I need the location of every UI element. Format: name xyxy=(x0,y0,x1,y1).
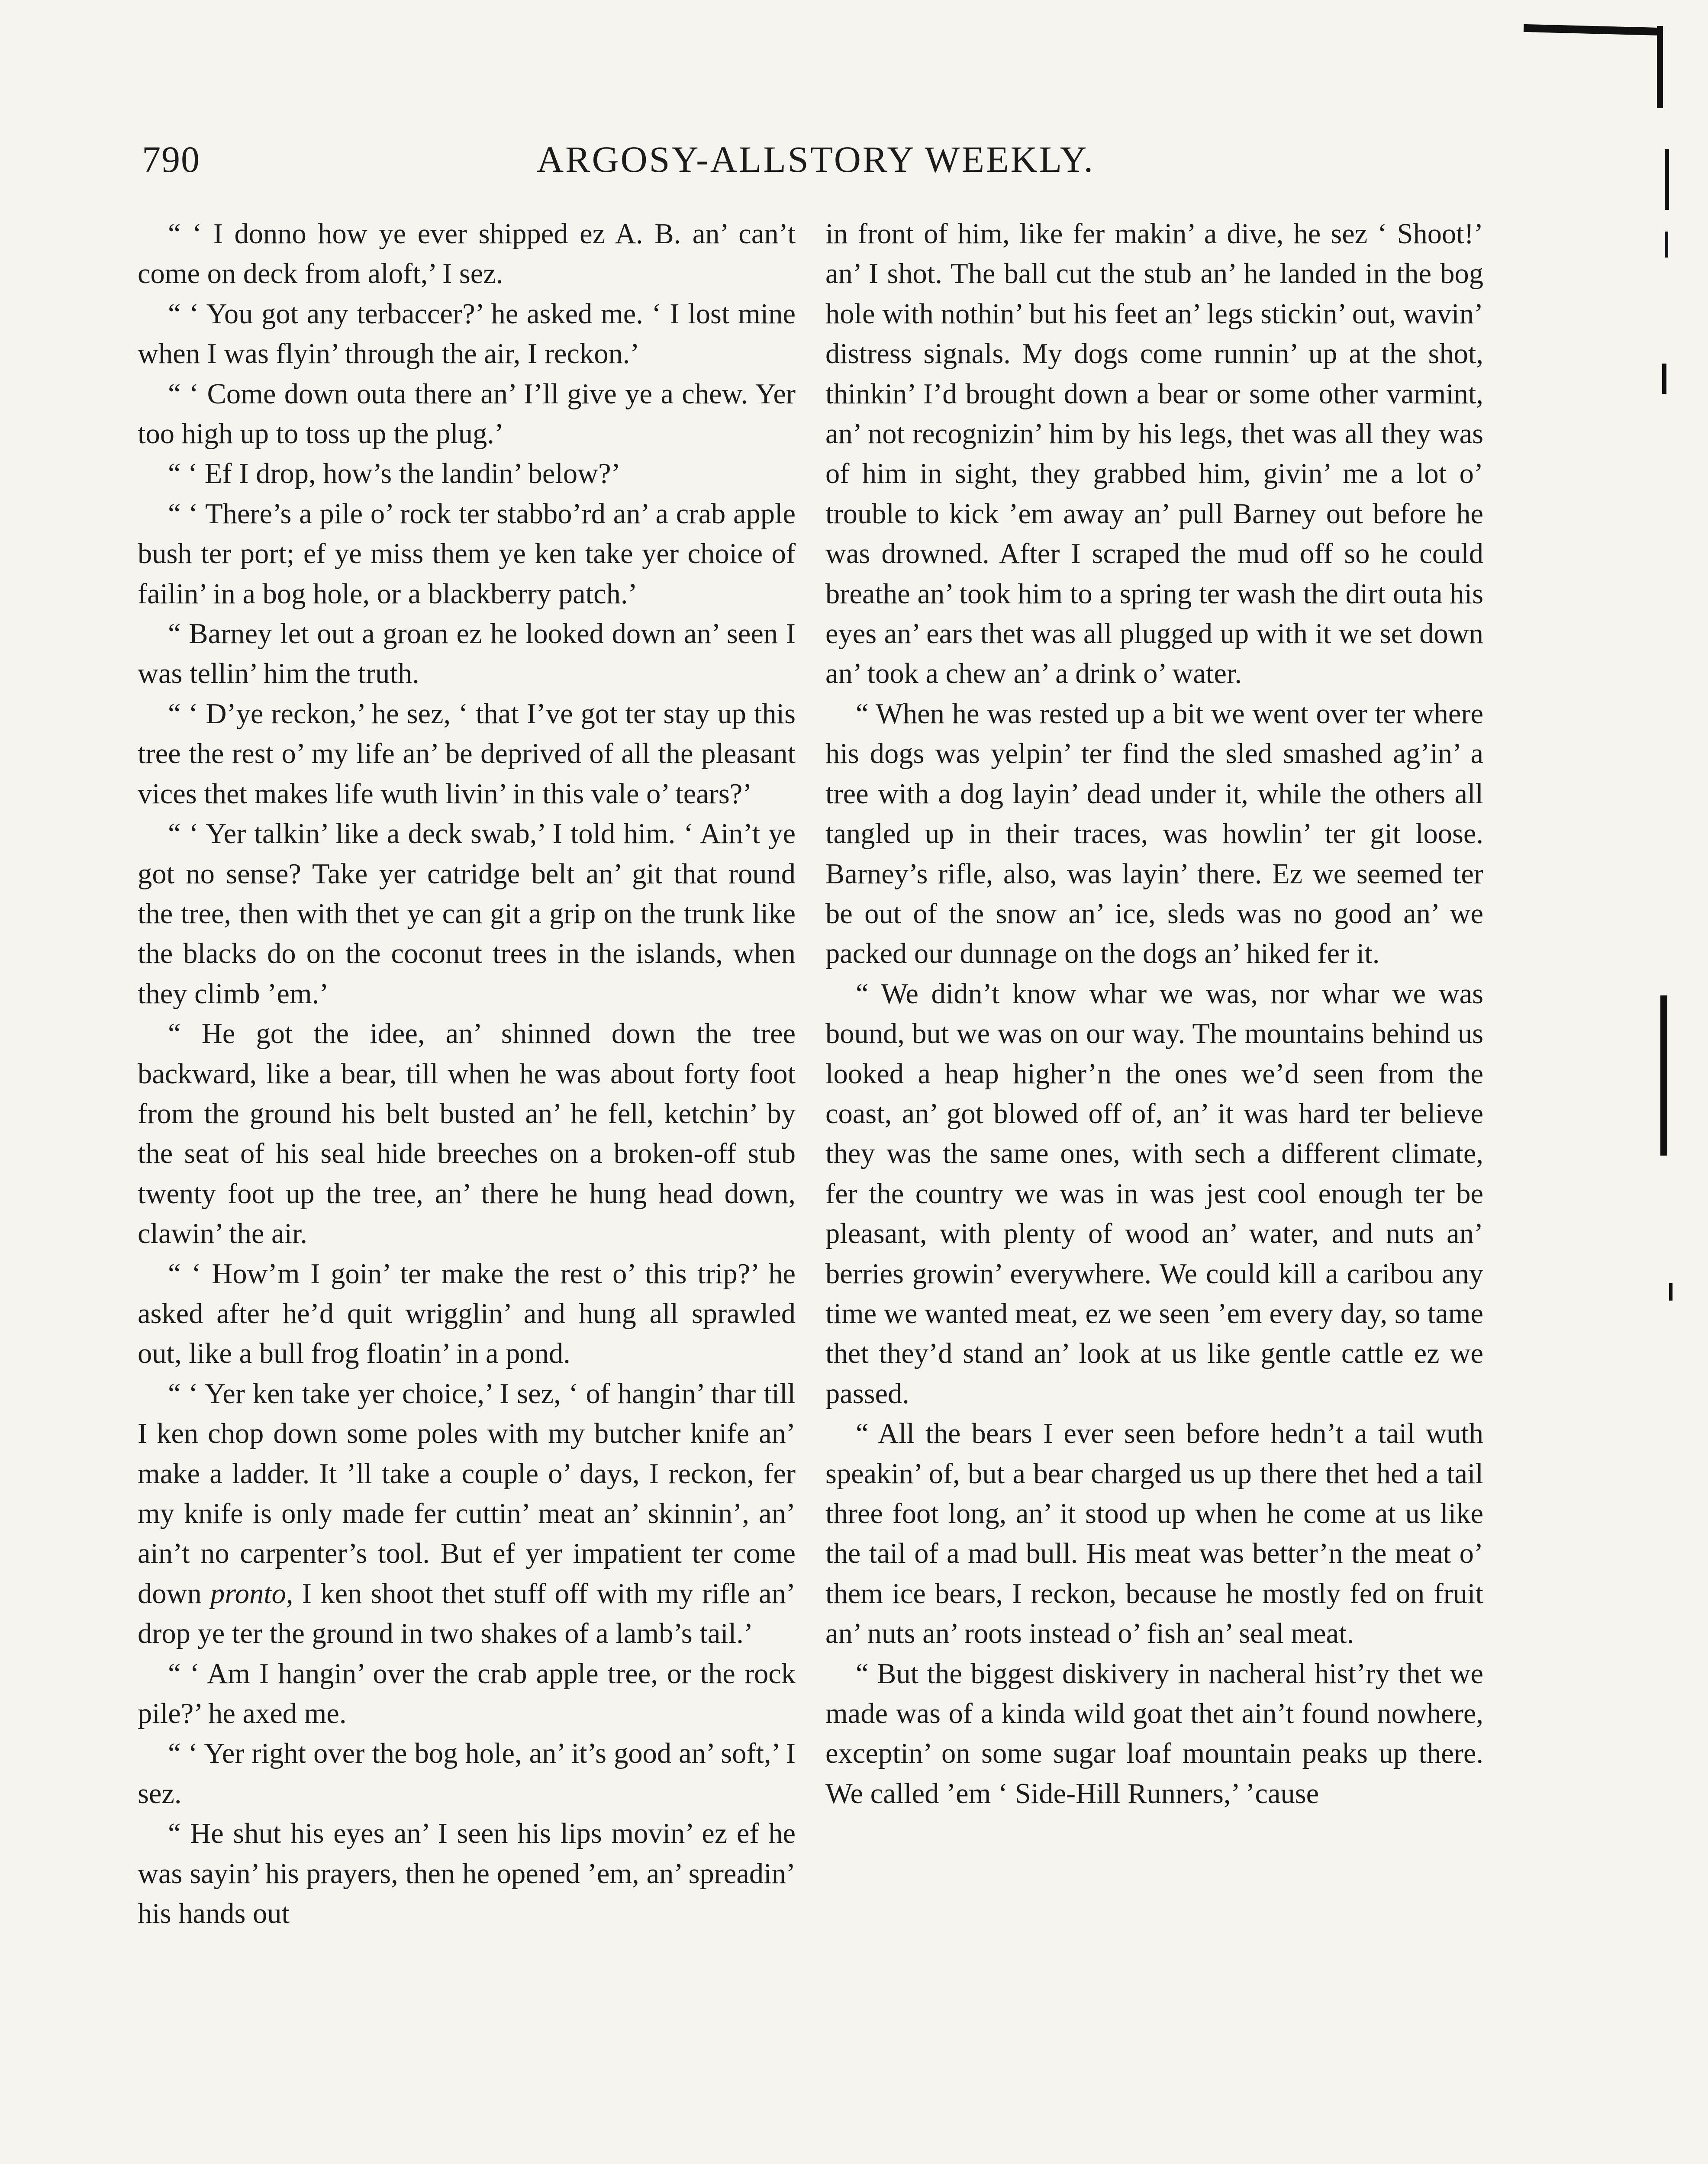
scan-mark xyxy=(1665,149,1669,210)
paragraph: “ But the biggest diskivery in nacheral hist’ry thet we made was of a kinda wild goat thet ain’t found nowhere, exceptin’ on some sugar loaf mountain peaks up there. We called ’em ‘ Side-Hill Runners,’ ’cause xyxy=(825,1658,1483,1810)
paragraph: “ He got the idee, an’ shinned down the tree backward, like a bear, till when he was about forty foot from the ground his belt busted an’ he fell, ketchin’ by the seat of his seal hide breeches on a broken-off stub twenty foot up the tree, an’ there he hung head down, clawin’ the air. xyxy=(138,1018,796,1250)
page-number: 790 xyxy=(142,138,200,180)
paragraph: “ ‘ You got any terbaccer?’ he asked me. ‘ I lost mine when I was flyin’ through the air, I reckon.’ xyxy=(138,298,796,370)
paragraph: “ ‘ How’m I goin’ ter make the rest o’ this trip?’ he asked after he’d quit wrigglin’ and hung all sprawled out, like a bull frog floatin’ in a pond. xyxy=(138,1258,796,1370)
paragraph: “ We didn’t know whar we was, nor whar we was bound, but we was on our way. The mountains behind us looked a heap higher’n the ones we’d seen from the coast, an’ got blowed off of, an’ it was hard ter believe they was the same ones, with sech a different climate, fer the country we was in was jest cool enough ter be pleasant, with plenty of wood an’ water, and nuts an’ berries growin’ everywhere. We could kill a caribou any time we wanted meat, ez we seen ’em every day, so tame thet they’d stand an’ look at us like gentle cattle ez we passed. xyxy=(825,978,1483,1410)
scan-mark xyxy=(1657,26,1663,108)
paragraph: “ When he was rested up a bit we went over ter where his dogs was yelpin’ ter find the sled smashed ag’in’ a tree with a dog layin’ dead under it, while the others all tangled up in their traces, was howlin’ ter git loose. Barney’s rifle, also, was layin’ there. Ez we seemed ter be out of the snow an’ ice, sleds was no good an’ we packed our dunnage on the dogs an’ hiked fer it. xyxy=(825,698,1483,970)
paragraph: “ All the bears I ever seen before hedn’t a tail wuth speakin’ of, but a bear charged us up there thet hed a tail three foot long, an’ it stood up when he come at us like the tail of a mad bull. His meat was better’n the meat o’ them ice bears, I reckon, because he mostly fed on fruit an’ nuts an’ roots instead o’ fish an’ seal meat. xyxy=(825,1418,1483,1650)
page-header xyxy=(0,0,1708,208)
paragraph: in front of him, like fer makin’ a dive, he sez ‘ Shoot!’ an’ I shot. The ball cut the stub an’ he landed in the bog hole with nothin’ but his feet an’ legs stickin’ out, wavin’ distress signals. My dogs come runnin’ up at the shot, thinkin’ I’d brought down a bear or some other varmint, an’ not recognizin’ him by his legs, thet was all they was of him in sight, they grabbed him, givin’ me a lot o’ trouble to kick ’em away an’ pull Barney out before he was drowned. After I scraped the mud off so he could breathe an’ took him to a spring ter wash the dirt outa his eyes an’ ears thet was all plugged up with it we set down an’ took a chew an’ a drink o’ water. xyxy=(825,218,1483,690)
column-right xyxy=(825,214,1483,2164)
paragraph: “ ‘ Yer ken take yer choice,’ I sez, ‘ of hangin’ thar till I ken chop down some poles with my butcher knife an’ make a ladder. It ’ll take a couple o’ days, I reckon, fer my knife is only made fer cuttin’ meat an’ skinnin’, an’ ain’t no carpenter’s tool. But ef yer impatient ter come down pronto, I ken shoot thet stuff off with my rifle an’ drop ye ter the ground in two shakes of a lamb’s tail.’ xyxy=(138,1378,796,1650)
paragraph: “ Barney let out a groan ez he looked down an’ seen I was tellin’ him the truth. xyxy=(138,618,796,690)
scan-mark xyxy=(1665,232,1668,258)
paragraph: “ ‘ Am I hangin’ over the crab apple tree, or the rock pile?’ he axed me. xyxy=(138,1658,796,1730)
scan-mark xyxy=(1669,1283,1673,1301)
paragraph: “ ‘ Yer talkin’ like a deck swab,’ I told him. ‘ Ain’t ye got no sense? Take yer catridge belt an’ git that round the tree, then with thet ye can git a grip on the trunk like the blacks do on the coconut trees in the islands, when they climb ’em.’ xyxy=(138,818,796,1010)
paragraph: “ ‘ There’s a pile o’ rock ter stabbo’rd an’ a crab apple bush ter port; ef ye miss them ye ken take yer choice of failin’ in a bog hole, or a blackberry patch.’ xyxy=(138,498,796,610)
paragraph: “ ‘ I donno how ye ever shipped ez A. B. an’ can’t come on deck from aloft,’ I sez. xyxy=(138,218,796,290)
running-title: ARGOSY-ALLSTORY WEEKLY. xyxy=(537,138,1095,180)
paragraph: “ ‘ D’ye reckon,’ he sez, ‘ that I’ve got ter stay up this tree the rest o’ my life an’ be deprived of all the pleasant vices thet makes life wuth livin’ in this vale o’ tears?’ xyxy=(138,698,796,810)
column-left xyxy=(138,214,796,2164)
paragraph: “ ‘ Ef I drop, how’s the landin’ below?’ xyxy=(168,458,621,490)
paragraph: “ ‘ Come down outa there an’ I’ll give ye a chew. Yer too high up to toss up the plug.’ xyxy=(138,378,796,450)
scan-mark xyxy=(1662,364,1666,394)
paragraph: “ ‘ Yer right over the bog hole, an’ it’s good an’ soft,’ I sez. xyxy=(138,1738,796,1810)
scan-mark xyxy=(1660,995,1667,1156)
paragraph: “ He shut his eyes an’ I seen his lips movin’ ez ef he was sayin’ his prayers, then he opened ’em, an’ spreadin’ his hands out xyxy=(138,1818,796,1930)
italic-word: pronto xyxy=(210,1578,286,1610)
